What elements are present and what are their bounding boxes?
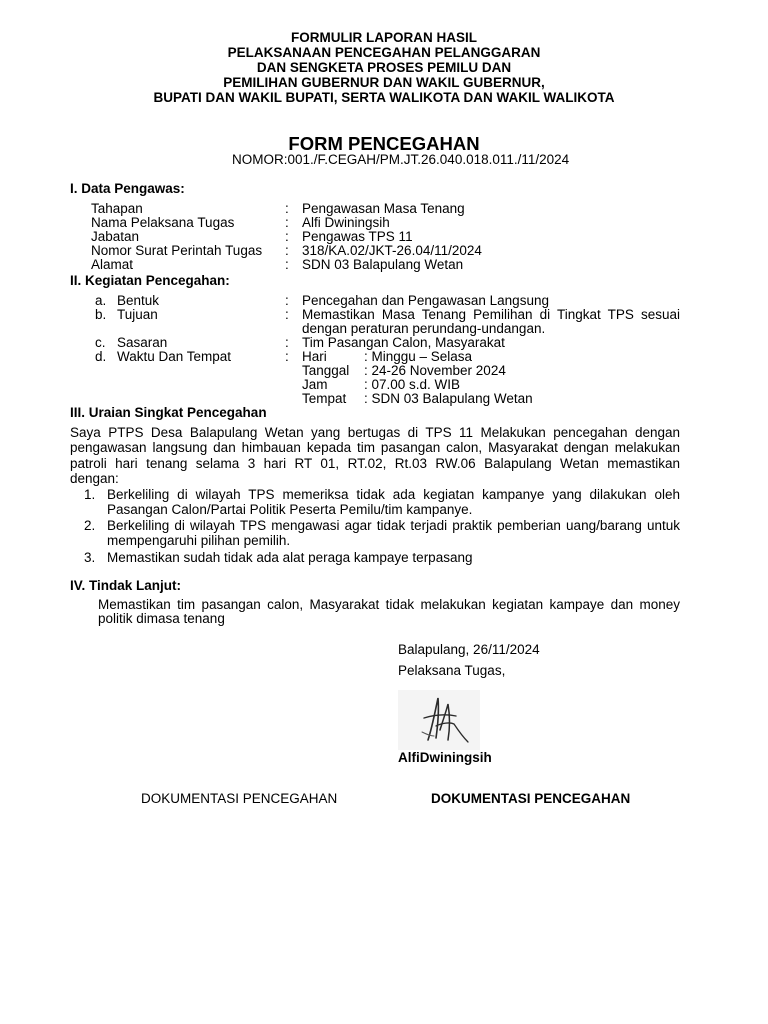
- description-line-4: dengan:: [70, 471, 119, 486]
- field-label-nama: Nama Pelaksana Tugas: [91, 215, 235, 230]
- field-label-tahapan: Tahapan: [91, 201, 143, 216]
- field-colon: :: [285, 293, 289, 308]
- field-label-jabatan: Jabatan: [91, 229, 140, 244]
- list-item-2-line-1: Berkeliling di wilayah TPS mengawasi agar tidak terjadi praktik pemberian uang/barang untuk: [107, 518, 680, 533]
- section-3-heading: III. Uraian Singkat Pencegahan: [70, 405, 267, 420]
- field-colon: :: [285, 215, 289, 230]
- field-value-tujuan-line-2: dengan peraturan perundang-undangan.: [302, 321, 546, 336]
- field-value-alamat: SDN 03 Balapulang Wetan: [302, 257, 464, 272]
- section-2-heading: II. Kegiatan Pencegahan:: [70, 273, 230, 288]
- field-value-tujuan-line-1: Memastikan Masa Tenang Pemilihan di Tingkat TPS sesuai: [302, 307, 680, 322]
- field-label-waktu: Waktu Dan Tempat: [117, 349, 232, 364]
- field-value-nama: Alfi Dwiningsih: [302, 215, 390, 230]
- tempat-value: : SDN 03 Balapulang Wetan: [364, 391, 533, 406]
- field-value-bentuk: Pencegahan dan Pengawasan Langsung: [302, 293, 549, 308]
- field-value-jabatan: Pengawas TPS 11: [302, 229, 413, 244]
- field-colon: :: [285, 307, 289, 322]
- jam-value: : 07.00 s.d. WIB: [364, 377, 461, 392]
- description-line-3: patroli hari tenang selama 3 hari RT 01, RT.02, Rt.03 RW.06 Balapulang Wetan memastikan: [70, 456, 680, 471]
- signature-place-date: Balapulang, 26/11/2024: [398, 642, 540, 657]
- field-value-nomor-surat: 318/KA.02/JKT-26.04/11/2024: [302, 243, 482, 258]
- list-number-3: 3.: [84, 550, 96, 565]
- field-label-alamat: Alamat: [91, 257, 134, 272]
- header-line-3: DAN SENGKETA PROSES PEMILU DAN: [256, 60, 512, 75]
- documentation-label-right: DOKUMENTASI PENCEGAHAN: [431, 791, 631, 806]
- jam-label: Jam: [302, 377, 328, 392]
- documentation-label-left: DOKUMENTASI PENCEGAHAN: [141, 791, 338, 806]
- list-item-1-line-1: Berkeliling di wilayah TPS memeriksa tidak ada kegiatan kampanye yang dilakukan oleh: [107, 487, 680, 502]
- tempat-label: Tempat: [302, 391, 347, 406]
- follow-up-line-2: politik dimasa tenang: [98, 611, 225, 626]
- description-line-1: Saya PTPS Desa Balapulang Wetan yang bertugas di TPS 11 Melakukan pencegahan dengan: [70, 425, 680, 440]
- field-colon: :: [285, 257, 289, 272]
- header-line-2: PELAKSANAAN PENCEGAHAN PELANGGARAN: [227, 45, 541, 60]
- signature-name: AlfiDwiningsih: [398, 750, 492, 765]
- tanggal-label: Tanggal: [302, 363, 350, 378]
- form-number: NOMOR:001./F.CEGAH/PM.JT.26.040.018.011./11/2024: [232, 152, 570, 167]
- field-colon: :: [285, 243, 289, 258]
- field-colon: :: [285, 229, 289, 244]
- header-line-1: FORMULIR LAPORAN HASIL: [291, 30, 477, 45]
- item-letter-a: a.: [95, 293, 107, 308]
- field-value-tahapan: Pengawasan Masa Tenang: [302, 201, 465, 216]
- item-letter-b: b.: [95, 307, 107, 322]
- handwritten-signature-icon: [398, 690, 480, 750]
- description-line-2: pengawasan langsung dan himbauan kepada tim pasangan calon, Masyarakat dengan melakukan: [70, 440, 680, 455]
- section-1-heading: I. Data Pengawas:: [70, 181, 185, 196]
- signature-role: Pelaksana Tugas,: [398, 663, 506, 678]
- list-number-1: 1.: [84, 487, 96, 502]
- header-line-4: PEMILIHAN GUBERNUR DAN WAKIL GUBERNUR,: [223, 75, 545, 90]
- list-item-2-line-2: mempengaruhi pilihan pemilih.: [107, 533, 291, 548]
- header-line-5: BUPATI DAN WAKIL BUPATI, SERTA WALIKOTA DAN WAKIL WALIKOTA: [153, 90, 615, 105]
- tanggal-value: : 24-26 November 2024: [364, 363, 506, 378]
- field-label-nomor-surat: Nomor Surat Perintah Tugas: [91, 243, 263, 258]
- field-label-sasaran: Sasaran: [117, 335, 168, 350]
- field-colon: :: [285, 335, 289, 350]
- item-letter-c: c.: [95, 335, 106, 350]
- item-letter-d: d.: [95, 349, 107, 364]
- list-item-3-line-1: Memastikan sudah tidak ada alat peraga kampaye terpasang: [107, 550, 473, 565]
- section-4-heading: IV. Tindak Lanjut:: [70, 578, 182, 593]
- field-colon: :: [285, 349, 289, 364]
- field-label-bentuk: Bentuk: [117, 293, 160, 308]
- signature-image: [398, 690, 480, 750]
- field-label-tujuan: Tujuan: [117, 307, 158, 322]
- form-title: FORM PENCEGAHAN: [288, 133, 480, 154]
- hari-label: Hari: [302, 349, 327, 364]
- list-number-2: 2.: [84, 518, 96, 533]
- follow-up-line-1: Memastikan tim pasangan calon, Masyarakat tidak melakukan kegiatan kampaye dan money: [98, 597, 680, 612]
- list-item-1-line-2: Pasangan Calon/Partai Politik Peserta Pemilu/tim kampanye.: [107, 502, 473, 517]
- field-value-sasaran: Tim Pasangan Calon, Masyarakat: [302, 335, 505, 350]
- field-colon: :: [285, 201, 289, 216]
- hari-value: : Minggu – Selasa: [364, 349, 473, 364]
